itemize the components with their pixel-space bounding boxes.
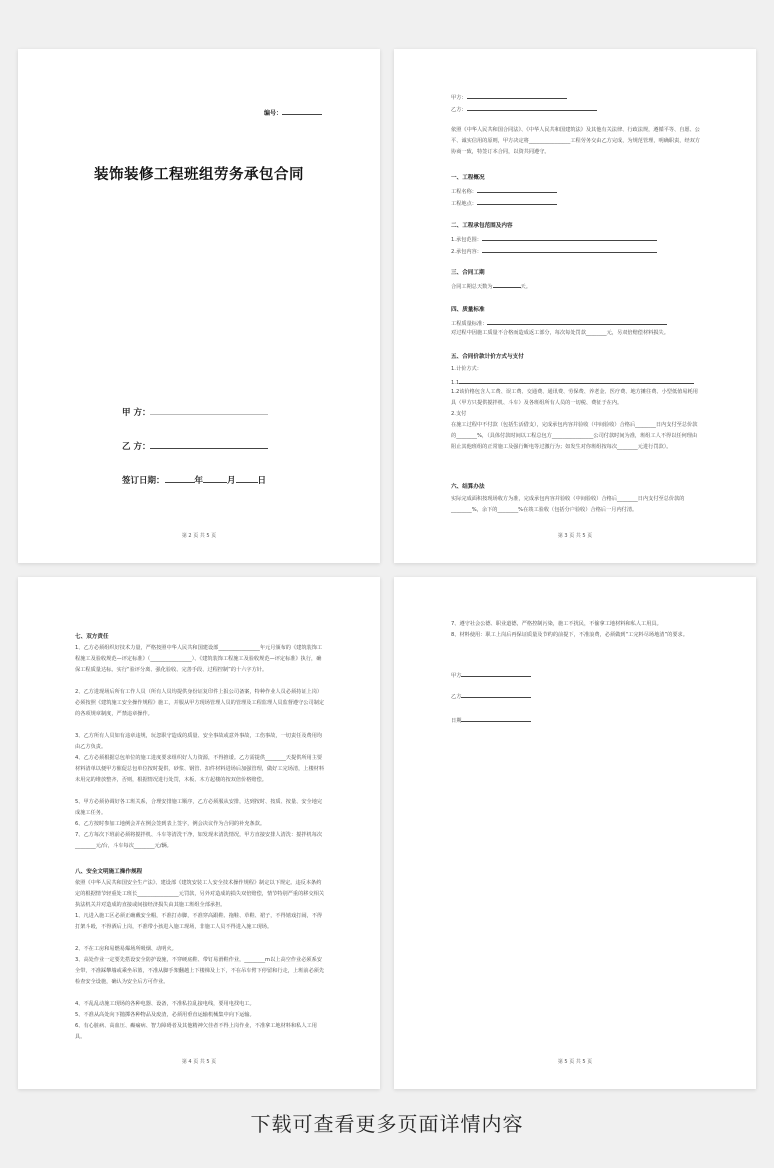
project-place-line: 工程地点：	[451, 197, 557, 210]
safety-intro: 依照《中华人民共和国安全生产法》、建设部《建筑安装工人安全技术操作规程》制定以下规定。违反本条约定的根据情节轻重处工班长________________元罚款，另外对造成的损失双倍赔偿，情节特别严重的移交相关执法机关并对造成的直接或间接经济损失由其施工班组全部承担。	[75, 880, 325, 908]
scope-line: 1.承包范围：	[451, 233, 657, 246]
serial-number-field: 编号：	[264, 105, 322, 117]
signature-party-b: 乙方	[451, 690, 531, 703]
signature-date: 日期	[451, 714, 531, 727]
rule-7: 7、遵守社会公德、职业道德，严格控制污染，施工不扰民，不偷拿工地材料和私人工用具。	[451, 621, 662, 627]
safety-6: 6、有心脏病、高血压、癫痫病、智力障碍者及其他精神欠佳者不得上岗作业，不准拿工地材料和私人工用具。	[75, 1023, 317, 1040]
pricing-method: 1.计价方式：	[451, 366, 482, 372]
party-b-line: 乙方：	[451, 103, 597, 116]
payment-paragraph: 在施工过程中不付款（包括生活借支），完成承包内容并验收（中间验收）合格后________日内支付至总价款的________%，（具体付款时间以工程总包方________________公司付款时间为准，班组工人不得以任何理由阻止其他班组的正常施工及强行断电等过激行为；如发生对你班组按每次________元进行罚款）。	[451, 422, 698, 450]
duty-1: 1、乙方必须组织好技术力量，严格按照中华人民共和国建设部________________年元月颁布的《建筑装饰工程施工及验收规范—评定标准》（________________）、《建筑装饰工程施工及验收规范—评定标准》执行，确保工程质量达标。实行“验评分离、强化验收、完善手段、过程控制”的十六字方针。	[75, 645, 323, 673]
quality-line: 工程质量标准：	[451, 317, 667, 330]
page-footer: 第 3 页 共 5 页	[557, 533, 593, 539]
party-a-field: 甲 方：	[122, 405, 268, 418]
download-caption: 下载可查看更多页面详情内容	[250, 1112, 524, 1136]
party-a-line: 甲方：	[451, 91, 567, 104]
safety-2: 2、不在工房和易燃易爆场所吸烟、动明火。	[75, 946, 177, 952]
duty-5: 5、甲方必须协调好各工班关系，合理安排施工顺序，乙方必须服从安排，达到按时、按质、按量、安全地完成施工任务。	[75, 799, 323, 816]
party-a-blank	[150, 405, 268, 415]
section-6-title: 六、结算办法	[451, 484, 485, 490]
contract-title: 装饰装修工程班组劳务承包合同	[94, 167, 304, 183]
page-footer: 第 2 页 共 5 页	[181, 533, 217, 539]
section-4-title: 四、质量标准	[451, 307, 485, 313]
page-footer: 第 4 页 共 5 页	[181, 1059, 217, 1065]
settlement-paragraph: 实际完成面积按现场收方为准，完成承包内容并验收（中间验收）合格后________日内支付至总价款的________%，余下的________%在竣工验收（包括分户验收）合格后一月内付清。	[451, 496, 685, 513]
serial-blank	[282, 105, 322, 115]
safety-4: 4、不乱乱动施工现场的各种电器、设备，不准私拉乱接电线，要用电找电工。	[75, 1001, 255, 1007]
page-terms-3	[394, 577, 756, 1089]
party-b-blank	[150, 439, 268, 449]
duration-line: 合同工期总天数为 天。	[451, 280, 531, 293]
page-footer: 第 5 页 共 5 页	[557, 1059, 593, 1065]
pricing-1-1: 1.1	[451, 376, 694, 389]
section-5-title: 五、合同价款计价方式与支付	[451, 354, 524, 360]
intro-paragraph: 依照《中华人民共和国合同法》、《中华人民共和国建筑法》及其他有关法律、行政法规，遵循平等、自愿、公平、诚实信用的原则，甲方决定将________________工程劳务交由乙方完成，为规范管理，明确职责，经双方协商一致，特签订本合同，以资共同遵守。	[451, 127, 701, 155]
section-8-title: 八、安全文明施工操作规程	[75, 869, 143, 875]
duty-7: 7、乙方每次下班前必须将搅拌机、斗车等清洗干净，如发现未清洗情况，甲方直接安排人清洗：搅拌机每次________元/台，斗车每次________元/辆。	[75, 832, 323, 849]
page-terms-1	[394, 49, 756, 563]
page-terms-2	[18, 577, 380, 1089]
content-line: 2.承包内容：	[451, 245, 657, 258]
safety-3: 3、高处作业一定要先搭设安全防护设施，不穿硬底鞋、带钉易滑鞋作业，________m以上高空作业必须系安全带，不准踩攀墙或乘坐吊篮，不准从脚手架翻越上下楼梯及上下，不在吊车臂下停留和行走，上班前必须先检查安全设施，确认为安全后方可作业。	[75, 957, 325, 985]
safety-5: 5、不准从高处向下抛掷各种物品及废渣，必须用垂直运输机械集中向下运输。	[75, 1012, 255, 1018]
project-name-line: 工程名称：	[451, 185, 557, 198]
signature-party-a: 甲方	[451, 669, 531, 682]
payment-label: 2.支付	[451, 411, 467, 417]
pricing-1-2: 1.2该价格包含人工费、误工费、交通费、通讯费、劳保费、养老金、医疗费、地方摊往费、小型低值易耗用具（甲方只提供搅拌机、斗车）及各班组所有人员的一切税、费征于在内。	[451, 389, 698, 406]
page-cover	[18, 49, 380, 563]
section-7-title: 七、双方责任	[75, 634, 109, 640]
section-3-title: 三、合同工期	[451, 270, 485, 276]
quality-penalty: 对过程中因施工质量不合格而造成返工部分，每次每处罚款________元，另双倍赔偿材料损失。	[451, 330, 669, 336]
section-1-title: 一、工程概况	[451, 175, 485, 181]
duty-4: 4、乙方必须根据总包单位的施工进度要求组织好人力资源，不得推诿。乙方需提供________天提供所用主要材料清单以便甲方催促总包单位按时提供，砂浆、钢管、扣件材料进场后加强管理，做好工完场清，上楼材料未用完的堆放整齐，否则，根据情况进行处罚，木板、木方起楼的按双倍价格赔偿。	[75, 755, 325, 783]
safety-1: 1、凡进入施工区必须正确戴安全帽，不准打赤脚，不准穿高跟鞋、拖鞋、草鞋、裙子，不得嬉戏打闹，不得打架斗殴，不得酒后上岗，不准带小孩进入施工现场，非施工人员不得进入施工现场。	[75, 913, 323, 930]
party-b-field: 乙 方：	[122, 439, 268, 452]
duty-6: 6、乙方按时参加工地例会并在例会签到表上签字，例会决议作为合同的补充条款。	[75, 821, 266, 827]
duty-3: 3、乙方所有人员如有违章违规，玩忽职守造成的质量、安全事故或意外事故，工伤事故，一切责任及费用均由乙方负责。	[75, 733, 323, 750]
sign-date-field: 签订日期： 年 月 日	[122, 473, 266, 486]
duty-2: 2、乙方进现场后所有工作人员（所有人员均提供身份证复印件上报公司备案，特种作业人员必须持证上岗）必须按照《建筑施工安全操作规程》施工，并服从甲方现场管理人员的管理及工程监理人员监督遵守公司制定的各项规章制度，严禁违章操作。	[75, 689, 325, 717]
section-2-title: 二、工程承包范围及内容	[451, 223, 513, 229]
rule-8: 8、材料使用：职工上岗后再保证质量及节约的前提下，不准浪费，必须做到“工完料尽场地清”的要求。	[451, 632, 688, 638]
